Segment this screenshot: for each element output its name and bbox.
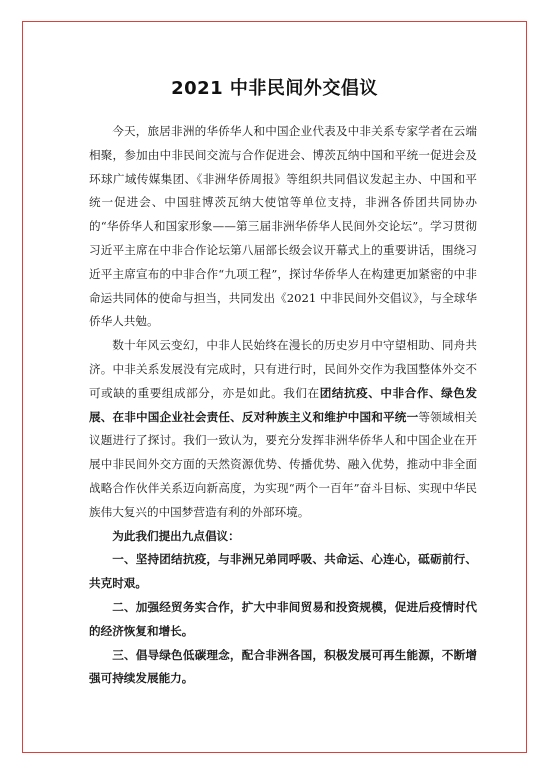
proposal-item-1 <box>89 548 477 596</box>
paragraph-intro <box>89 120 477 334</box>
document-body <box>89 120 477 691</box>
paragraph-history-text-2: 等领域相关议题进行了探讨。我们一致认为，要充分发挥非洲华侨华人和中国企业在开展中非民间外交方面的天然资源优势、传播优势、融入优势，推动中非全面战略合作伙伴关系迈向新高度，为实现“两个一百年”奋斗目标、实现中华民族伟大复兴的中国梦营造有利的外部环境。 <box>89 409 477 519</box>
proposal-item-2 <box>89 596 477 644</box>
proposal-heading-text: 为此我们提出九点倡议： <box>112 528 240 543</box>
paragraph-intro-text: 今天，旅居非洲的华侨华人和中国企业代表及中非关系专家学者在云端相聚，参加由中非民间交流与合作促进会、博茨瓦纳中国和平统一促进会及环球广域传媒集团、《非洲华侨周报》等组织共同倡议发起主办、中国和平统一促进会、中国驻博茨瓦纳大使馆等单位支持，非洲各侨团共同协办的“华侨华人和国家形象——第三届非洲华侨华人民间外交论坛”。学习贯彻习近平主席在中非合作论坛第八届部长级会议开幕式上的重要讲话，围绕习近平主席宣布的中非合作“九项工程”，探讨华侨华人在构建更加紧密的中非命运共同体的使命与担当，共同发出《2021 中非民间外交倡议》，与全球华侨华人共勉。 <box>89 124 477 329</box>
document-title: 2021 中非民间外交倡议 <box>171 78 378 99</box>
proposal-item-2-text: 二、加强经贸务实合作，扩大中非间贸易和投资规模，促进后疫情时代的经济恢复和增长。 <box>89 599 477 638</box>
proposal-item-3-text: 三、倡导绿色低碳理念，配合非洲各国，积极发展可再生能源，不断增强可持续发展能力。 <box>89 647 477 686</box>
proposal-item-1-text: 一、坚持团结抗疫，与非洲兄弟同呼吸、共命运、心连心，砥砺前行、共克时艰。 <box>89 552 477 591</box>
document-page <box>22 21 527 753</box>
paragraph-history-bold-topics: 团结抗疫、中非合作、绿色发展、在非中国企业社会责任、反对种族主义和维护中国和平统一 <box>89 385 477 424</box>
paragraph-history <box>89 334 477 524</box>
proposal-item-3 <box>89 644 477 692</box>
paragraph-history-text-1: 数十年风云变幻，中非人民始终在漫长的历史岁月中守望相助、同舟共济。中非关系发展没有完成时，只有进行时，民间外交作为我国整体外交不可或缺的重要组成部分，亦是如此。我们在 <box>89 338 477 400</box>
proposal-heading <box>89 525 477 549</box>
